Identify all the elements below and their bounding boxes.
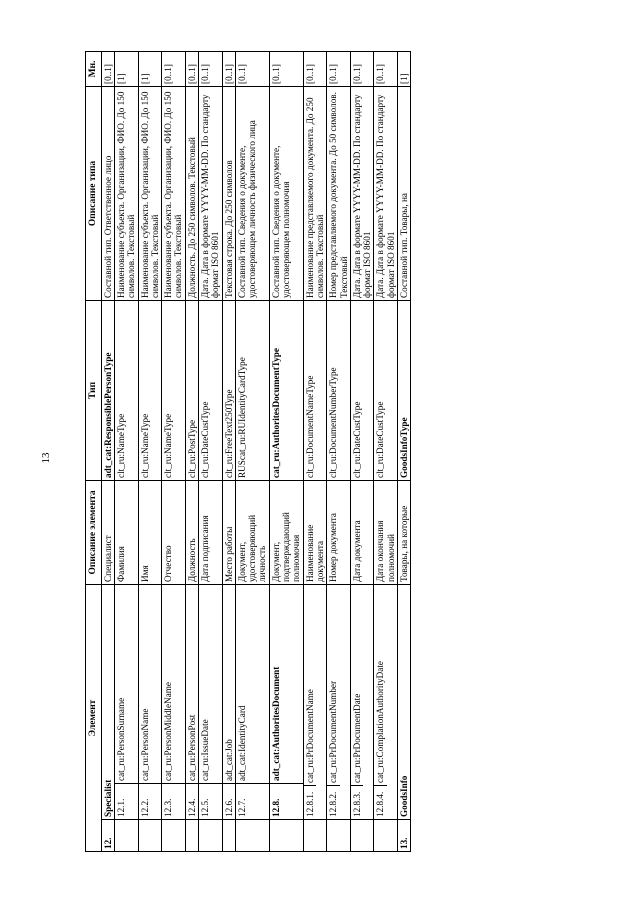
multiplicity: [0..1] xyxy=(162,51,186,86)
row-number: 12.8.4. xyxy=(374,785,386,819)
element-cell xyxy=(350,584,374,819)
type-name: clt_ru:NameType xyxy=(138,300,162,480)
element-cell xyxy=(303,584,327,819)
header-element-description: Описание элемента xyxy=(86,480,102,584)
element-name: cat_ru:PersonMiddleName xyxy=(162,584,186,783)
element-description: Товары, на которые xyxy=(398,480,411,584)
multiplicity: [0..1] xyxy=(374,51,398,86)
row-number: 13. xyxy=(398,820,411,852)
type-description: Текстовая строка. До 250 символов xyxy=(222,86,235,300)
type-name: RUScat_ru:RUIdentityCardType xyxy=(235,300,269,480)
table-row xyxy=(269,51,303,851)
type-name: clt_ru:DateCustType xyxy=(374,300,398,480)
row-number: 12.6. xyxy=(222,784,235,820)
element-description: Специалист xyxy=(101,480,114,584)
row-number: 12.8.2. xyxy=(327,785,339,819)
header-type-description: Описание типа xyxy=(86,86,102,300)
table-header-row xyxy=(86,51,102,851)
indent-cell xyxy=(114,820,138,852)
type-description: Номер представляемого документа. До 50 символов. Текстовый xyxy=(327,86,351,300)
indent-cell xyxy=(185,820,198,852)
element-name: cat_ru:ComplationAuthorityDate xyxy=(375,661,386,783)
element-description: Отчество xyxy=(162,480,186,584)
multiplicity: [0..1] xyxy=(269,51,303,86)
type-description: Дата. Дата в формате YYYY-MM-DD. По стандарту формат ISO 8601 xyxy=(199,86,223,300)
table-row xyxy=(398,51,411,851)
table-row xyxy=(350,51,374,851)
table-row xyxy=(222,51,235,851)
multiplicity: [1] xyxy=(398,51,411,86)
multiplicity: [1] xyxy=(114,51,138,86)
element-description: Дата документа xyxy=(350,480,374,584)
row-number: 12.4. xyxy=(185,784,198,820)
row-number: 12.8.1. xyxy=(304,785,316,819)
element-description: Номер документа xyxy=(327,480,351,584)
table-row xyxy=(327,51,351,851)
type-description: Наименование представляемого документа. До 250 символов. Текстовый xyxy=(303,86,327,300)
multiplicity: [0..1] xyxy=(235,51,269,86)
row-number: 12.1. xyxy=(114,784,138,820)
element-name: adt_cat:AuthoritesDocument xyxy=(269,584,303,783)
element-name: cat_ru:PrDocumentName xyxy=(304,689,315,783)
element-description: Дата окончания полномочий xyxy=(374,480,398,584)
element-description: Дата подписания xyxy=(199,480,223,584)
element-description: Фамилия xyxy=(114,480,138,584)
element-description: Документ, подтверждающий полномочия xyxy=(269,480,303,584)
table-row xyxy=(235,51,269,851)
type-name: GoodsInfoType xyxy=(398,300,411,480)
table-row xyxy=(199,51,223,851)
element-cell xyxy=(374,584,398,819)
multiplicity: [1] xyxy=(138,51,162,86)
multiplicity: [0..1] xyxy=(350,51,374,86)
table-body xyxy=(101,51,411,851)
element-name: cat_ru:PersonPost xyxy=(185,584,198,783)
element-description: Место работы xyxy=(222,480,235,584)
type-description: Составной тип. Ответственное лицо xyxy=(101,86,114,300)
type-name: clt_ru:DateCustType xyxy=(199,300,223,480)
element-name: Specialist xyxy=(101,584,114,819)
element-description: Имя xyxy=(138,480,162,584)
multiplicity: [0..1] xyxy=(303,51,327,86)
element-description: Наименование документа xyxy=(303,480,327,584)
element-name: cat_ru:PersonSurname xyxy=(114,584,138,783)
type-name: clt_ru:DocumentNumberType xyxy=(327,300,351,480)
multiplicity: [0..1] xyxy=(185,51,198,86)
element-name: cat_ru:PrDocumentDate xyxy=(351,693,362,783)
element-name: cat_ru:PersonName xyxy=(138,584,162,783)
indent-cell xyxy=(350,820,374,852)
type-description: Наименование субъекта. Организации, ФИО. До 150 символов. Текстовый xyxy=(138,86,162,300)
element-name: GoodsInfo xyxy=(398,584,411,819)
type-name: clt_ru:PostType xyxy=(185,300,198,480)
type-description: Должность. До 250 символов. Текстовый xyxy=(185,86,198,300)
element-cell xyxy=(327,584,351,819)
row-number: 12.5. xyxy=(199,784,223,820)
indent-cell xyxy=(138,820,162,852)
indent-cell xyxy=(235,820,269,852)
type-name: adt_cat:ResponsiblePersonType xyxy=(101,300,114,480)
row-number: 12. xyxy=(101,820,114,852)
type-name: clt_ru:DocumentNameType xyxy=(303,300,327,480)
indent-cell xyxy=(269,820,303,852)
element-name: adt_cat:Job xyxy=(222,584,235,783)
table-row xyxy=(303,51,327,851)
header-type: Тип xyxy=(86,300,102,480)
indent-cell xyxy=(162,820,186,852)
type-description: Составной тип. Сведения о документе, удостоверяющем личность физического лица xyxy=(235,86,269,300)
table-row xyxy=(138,51,162,851)
row-number: 12.2. xyxy=(138,784,162,820)
indent-cell xyxy=(303,820,327,852)
element-description: Документ, удостоверяющий личность xyxy=(235,480,269,584)
type-name: clt_ru:DateCustType xyxy=(350,300,374,480)
page-number: 13 xyxy=(40,452,52,464)
row-number: 12.3. xyxy=(162,784,186,820)
element-description: Должность xyxy=(185,480,198,584)
element-table xyxy=(85,51,411,852)
row-number: 12.8. xyxy=(269,784,303,820)
multiplicity: [0..1] xyxy=(199,51,223,86)
table-container xyxy=(85,52,565,852)
type-description: Наименование субъекта. Организации, ФИО. До 150 символов. Текстовый xyxy=(162,86,186,300)
row-number: 12.8.3. xyxy=(351,785,363,819)
row-number: 12.7. xyxy=(235,784,269,820)
table-row xyxy=(185,51,198,851)
type-name: cat_ru:AuthoritesDocumentType xyxy=(269,300,303,480)
multiplicity: [0..1] xyxy=(222,51,235,86)
type-description: Составной тип. Сведения о документе, удостоверяющем полномочия xyxy=(269,86,303,300)
header-element: Элемент xyxy=(86,584,102,851)
header-multiplicity: Мн. xyxy=(86,51,102,86)
type-description: Дата. Дата в формате YYYY-MM-DD. По стандарту формат ISO 8601 xyxy=(374,86,398,300)
table-row xyxy=(101,51,114,851)
indent-cell xyxy=(199,820,223,852)
table-row xyxy=(114,51,138,851)
element-name: cat_ru:IssueDate xyxy=(199,584,223,783)
type-name: clt_ru:NameType xyxy=(114,300,138,480)
type-description: Дата. Дата в формате YYYY-MM-DD. По стандарту формат ISO 8601 xyxy=(350,86,374,300)
type-description: Составной тип. Товары, на xyxy=(398,86,411,300)
element-name: adt_cat:IdentityCard xyxy=(235,584,269,783)
indent-cell xyxy=(327,820,351,852)
type-name: clt_ru:NameType xyxy=(162,300,186,480)
indent-cell xyxy=(222,820,235,852)
multiplicity: [0..1] xyxy=(101,51,114,86)
multiplicity: [0..1] xyxy=(327,51,351,86)
element-name: cat_ru:PrDocumentNumber xyxy=(328,680,339,783)
type-description: Наименование субъекта. Организации, ФИО. До 150 символов. Текстовый xyxy=(114,86,138,300)
indent-cell xyxy=(374,820,398,852)
table-row xyxy=(374,51,398,851)
table-row xyxy=(162,51,186,851)
type-name: clt_ru:FreeText250Type xyxy=(222,300,235,480)
